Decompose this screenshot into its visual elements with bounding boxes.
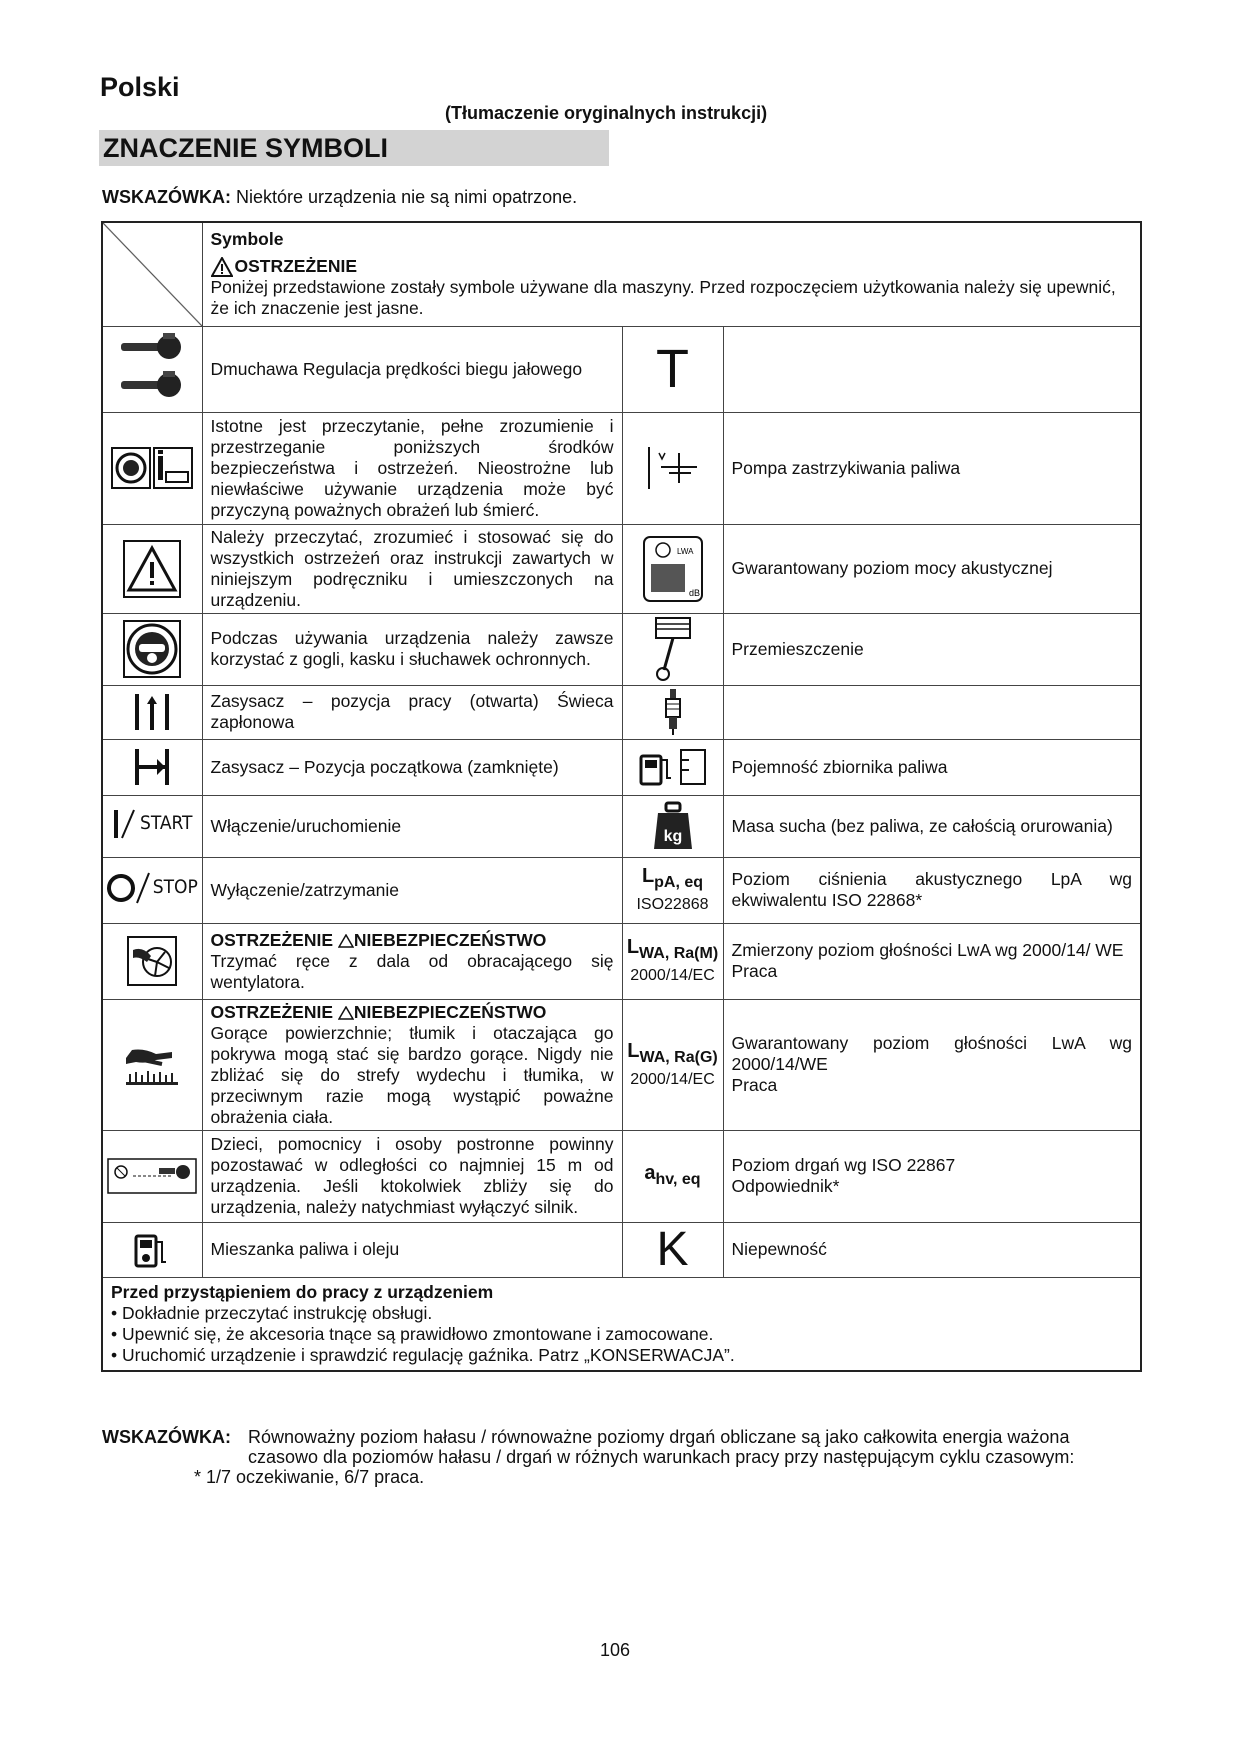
list-item: • Uruchomić urządzenie i sprawdzić regulację gaźnika. Patrz „KONSERWACJA”. <box>111 1344 735 1365</box>
note-bottom <box>102 1427 1142 1487</box>
row-desc: Podczas używania urządzenia należy zawsze korzystać z gogli, kasku i słuchawek ochronnych. <box>202 613 622 685</box>
table-head-row <box>102 222 1141 326</box>
row-meaning <box>723 685 1141 739</box>
language-heading: Polski <box>100 72 180 102</box>
table-row <box>102 1222 1141 1277</box>
table-head-text: Poniżej przedstawione zostały symbole używane dla maszyny. Przed rozpoczęciem użytkowania należy się upewnić, że ich znaczenie jest jasne. <box>210 277 1116 319</box>
before-work-row <box>102 1277 1141 1371</box>
row-desc: Należy przeczytać, zrozumieć i stosować się do wszystkich ostrzeżeń oraz instrukcji zawartych w niniejszym podręczniku i umieszczonych na urządzeniu. <box>202 524 622 613</box>
stop-icon: STOP <box>102 857 202 923</box>
fuel-oil-mix-icon <box>102 1222 202 1277</box>
row-desc: OSTRZEŻENIE NIEBEZPIECZEŃSTWO Trzymać ręce z dala od obracającego się wentylatora. <box>202 923 622 999</box>
diagonal-cell <box>102 222 202 326</box>
danger-triangle-icon <box>338 1006 354 1020</box>
warning-danger-heading: OSTRZEŻENIE NIEBEZPIECZEŃSTWO <box>210 1001 547 1022</box>
row-meaning: Przemieszczenie <box>723 613 1141 685</box>
sound-power-symbol <box>622 524 723 613</box>
uncertainty-symbol: K <box>622 1222 723 1277</box>
row-meaning <box>723 326 1141 412</box>
table-row <box>102 857 1141 923</box>
row-desc: Wyłączenie/zatrzymanie <box>202 857 622 923</box>
note-bottom-footnote: * 1/7 oczekiwanie, 6/7 praca. <box>194 1467 425 1487</box>
svg-text:kg: kg <box>663 828 682 845</box>
displacement-symbol <box>622 613 723 685</box>
section-title: ZNACZENIE SYMBOLI <box>99 130 609 166</box>
table-head-cell <box>202 222 1141 326</box>
row-desc: Zasysacz – Pozycja początkowa (zamknięte) <box>202 739 622 795</box>
symbol-table <box>101 221 1142 1372</box>
list-item: • Upewnić się, że akcesoria tnące są prawidłowo zmontowane i zamocowane. <box>111 1323 714 1344</box>
warning-triangle-icon <box>211 257 233 277</box>
table-row <box>102 613 1141 685</box>
symbols-title: Symbole <box>210 229 284 250</box>
row-meaning: Poziom drgań wg ISO 22867 Odpowiednik* <box>723 1130 1141 1222</box>
row-meaning: Masa sucha (bez paliwa, ze całością orurowania) <box>723 795 1141 857</box>
sound-pressure-symbol: $L_{pA, eq}$ ISO22868 <box>622 857 723 923</box>
row-desc: Istotne jest przeczytanie, pełne zrozumienie i przestrzeganie poniższych środków bezpieczeństwa i ostrzeżeń. Nieostrożne lub niewłaściwe używanie urządzenia może być przyczyną poważnych obrażeń lub śmierć. <box>202 412 622 524</box>
primer-pump-symbol <box>622 412 723 524</box>
row-desc: Zasysacz – pozycja pracy (otwarta) Świeca zapłonowa <box>202 685 622 739</box>
table-row <box>102 524 1141 613</box>
warning-triangle-icon <box>102 524 202 613</box>
note-top-label: WSKAZÓWKA: <box>102 187 231 207</box>
translation-subtitle: (Tłumaczenie oryginalnych instrukcji) <box>445 103 768 123</box>
table-row <box>102 412 1141 524</box>
list-item: • Dokładnie przeczytać instrukcję obsługi. <box>111 1302 433 1323</box>
choke-closed-icon <box>102 739 202 795</box>
row-meaning: Pompa zastrzykiwania paliwa <box>723 412 1141 524</box>
start-icon: START <box>102 795 202 857</box>
table-row <box>102 795 1141 857</box>
keep-distance-icon <box>102 1130 202 1222</box>
row-meaning: Zmierzony poziom głośności LwA wg 2000/14/ WE Praca <box>723 923 1141 999</box>
danger-triangle-icon <box>338 934 354 948</box>
measured-sound-power-symbol: $L_{WA, Ra(M)}$ 2000/14/EC <box>622 923 723 999</box>
warning-danger-heading: OSTRZEŻENIE NIEBEZPIECZEŃSTWO <box>210 929 547 950</box>
blower-idle-icon <box>102 326 202 412</box>
table-row <box>102 999 1141 1130</box>
svg-text:dB: dB <box>688 587 700 598</box>
row-meaning: Gwarantowany poziom mocy akustycznej <box>723 524 1141 613</box>
dry-weight-symbol <box>622 795 723 857</box>
read-manual-icon <box>102 412 202 524</box>
table-row <box>102 739 1141 795</box>
hot-surface-icon <box>102 999 202 1130</box>
note-bottom-label: WSKAZÓWKA: <box>102 1427 231 1447</box>
row-desc: Dzieci, pomocnicy i osoby postronne powinny pozostawać w odległości co najmniej 15 m od urządzenia. Jeśli ktokolwiek zbliży się do urządzenia, należy natychmiast wyłączyć silnik. <box>202 1130 622 1222</box>
before-work-block <box>102 1277 1141 1371</box>
warning-label: OSTRZEŻENIE <box>234 256 358 277</box>
svg-text:LWA: LWA <box>676 546 693 556</box>
table-row <box>102 923 1141 999</box>
row-meaning: Niepewność <box>723 1222 1141 1277</box>
guaranteed-sound-power-symbol: $L_{WA, Ra(G)}$ 2000/14/EC <box>622 999 723 1130</box>
idle-speed-symbol: T <box>622 326 723 412</box>
note-top-text: Niektóre urządzenia nie są nimi opatrzone. <box>236 187 578 207</box>
spark-plug-symbol <box>622 685 723 739</box>
note-top <box>102 187 577 208</box>
choke-open-icon <box>102 685 202 739</box>
warning-heading <box>211 256 1133 277</box>
table-row <box>102 1130 1141 1222</box>
row-desc: Mieszanka paliwa i oleju <box>202 1222 622 1277</box>
row-desc: OSTRZEŻENIE NIEBEZPIECZEŃSTWO Gorące powierzchnie; tłumik i otaczająca go pokrywa mogą stać się bardzo gorące. Nigdy nie zbliżać się do strefy wydechu i tłumika, w przeciwnym razie mogą wystąpić poważne obrażenia ciała. <box>202 999 622 1130</box>
row-desc: Dmuchawa Regulacja prędkości biegu jałowego <box>202 326 622 412</box>
protective-gear-icon <box>102 613 202 685</box>
row-meaning: Pojemność zbiornika paliwa <box>723 739 1141 795</box>
rotating-fan-icon <box>102 923 202 999</box>
fuel-tank-symbol <box>622 739 723 795</box>
page-number: 106 <box>600 1640 631 1660</box>
before-work-title: Przed przystąpieniem do pracy z urządzeniem <box>111 1281 494 1302</box>
row-desc: Włączenie/uruchomienie <box>202 795 622 857</box>
table-row <box>102 326 1141 412</box>
row-meaning: Gwarantowany poziom głośności LwA wg 2000/14/WE Praca <box>723 999 1141 1130</box>
note-bottom-text: Równoważny poziom hałasu / równoważne poziomy drgań obliczane są jako całkowita energia ważona czasowo dla poziomów hałasu / drgań w różnych warunkach pracy przy następującym cyklu czasowym: <box>248 1427 1075 1467</box>
vibration-symbol: $a_{hv, eq}$ <box>622 1130 723 1222</box>
row-meaning: Poziom ciśnienia akustycznego LpA wg ekwiwalentu ISO 22868* <box>723 857 1141 923</box>
table-row <box>102 685 1141 739</box>
